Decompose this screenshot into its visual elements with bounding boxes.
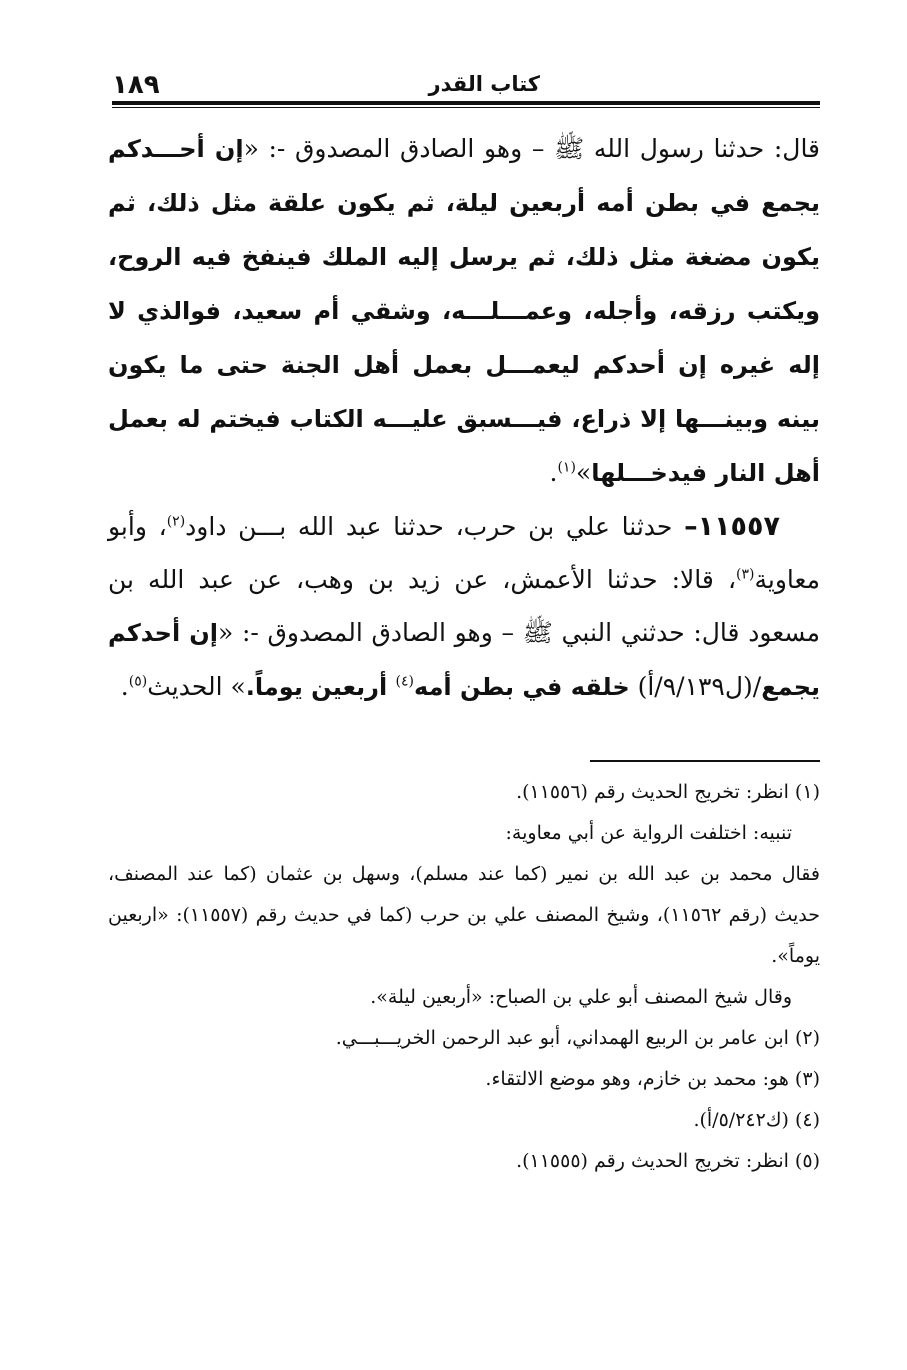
chapter-title: كتاب القدر xyxy=(428,72,540,96)
manuscript-ref: /(ل٩/١٣٩/أ) xyxy=(629,672,762,701)
hadith-text: خلقه في بطن أمه xyxy=(414,673,630,701)
page-header xyxy=(112,70,820,104)
footnote-ref-3[interactable]: (٣) xyxy=(736,566,755,583)
footnote-4: (٤) (ك٥/٢٤٢/أ). xyxy=(693,1109,820,1131)
footnote-ref-2[interactable]: (٢) xyxy=(166,513,186,530)
footnote-separator xyxy=(590,760,820,762)
footnote-1-detail: فقال محمد بن عبد الله بن نمير (كما عند مسلم)، وسهل بن عثمان (كما عند المصنف، حديث (رقم ١١٥٦٢)، وشيخ المصنف علي بن حرب (كما في حديث رقم (١١٥٥٧): «اربعين يوماً». xyxy=(108,863,820,967)
main-text xyxy=(108,122,820,714)
footnote-1-note: تنبيه: اختلفت الرواية عن أبي معاوية: xyxy=(505,822,792,844)
hadith-text: إن أحدكم يجمع xyxy=(108,619,820,701)
paragraph-hadith-11557: ١١٥٥٧– حدثنا علي بن حرب، حدثنا عبد الله بـــن داود$^{(٢)}$، وأبو معاوية$^{(٣)}$، قالا: حدثنا الأعمش، عن زيد بن وهب، عن عبد الله بن مسعود قال: حدثني النبي ﷺ – وهو الصادق المصدوق -: «إن أحدكم يجمع/(ل٩/١٣٩/أ) خلقه في بطن أمه$^{(٤)}$ أربعين يوماً.» الحديث$^{(٥)}$. xyxy=(108,511,820,701)
footnote-5: (٥) انظر: تخريج الحديث رقم (١١٥٥٥). xyxy=(516,1150,820,1172)
footnote-3: (٣) هو: محمد بن خازم، وهو موضع الالتقاء. xyxy=(485,1068,820,1090)
footnotes xyxy=(108,772,820,1182)
footnote-ref-4[interactable]: (٤) xyxy=(395,673,415,690)
header-rule-thin xyxy=(112,107,820,108)
page-number: ١٨٩ xyxy=(112,70,160,100)
footnote-1-detail-2: وقال شيخ المصنف أبو علي بن الصباح: «أربعين ليلة». xyxy=(370,986,792,1008)
hadith-number: ١١٥٥٧– xyxy=(684,511,780,542)
hadith-text: إن أحـــدكم يجمع في بطن أمه أربعين ليلة، ثم يكون علقة مثل ذلك، ثم يكون مضغة مثل ذلك، ثم يرسل إليه الملك فينفخ فيه الروح، ويكتب رزقه، وأجله، وعمـــلـــه، وشقي أم سعيد، فوالذي لا إله غيره إن أحدكم ليعمـــل بعمل أهل الجنة حتى ما يكون بينه وبينـــها إلا ذراع، فيـــسبق عليـــه الكتاب فيختم له بعمل أهل النار فيدخـــلها xyxy=(108,135,820,487)
footnote-1: (١) انظر: تخريج الحديث رقم (١١٥٥٦). xyxy=(516,781,820,803)
hadith-text: أربعين يوماً. xyxy=(245,673,396,701)
header-rule-thick xyxy=(112,101,820,105)
footnote-ref-1[interactable]: (١) xyxy=(557,459,576,476)
footnote-2: (٢) ابن عامر بن الربيع الهمداني، أبو عبد الرحمن الخريـــبـــي. xyxy=(335,1027,820,1049)
footnote-ref-5[interactable]: (٥) xyxy=(128,673,148,690)
paragraph-hadith-11556: قال: حدثنا رسول الله ﷺ – وهو الصادق المصدوق -: «إن أحـــدكم يجمع في بطن أمه أربعين ليلة، ثم يكون علقة مثل ذلك، ثم يكون مضغة مثل ذلك، ثم يرسل إليه الملك فينفخ فيه الروح، ويكتب رزقه، وأجله، وعمـــلـــه، وشقي أم سعيد، فوالذي لا إله غيره إن أحدكم ليعمـــل بعمل أهل الجنة حتى ما يكون بينه وبينـــها إلا ذراع، فيـــسبق عليـــه الكتاب فيختم له بعمل أهل النار فيدخـــلها»$^{(١)}$. xyxy=(108,134,821,487)
